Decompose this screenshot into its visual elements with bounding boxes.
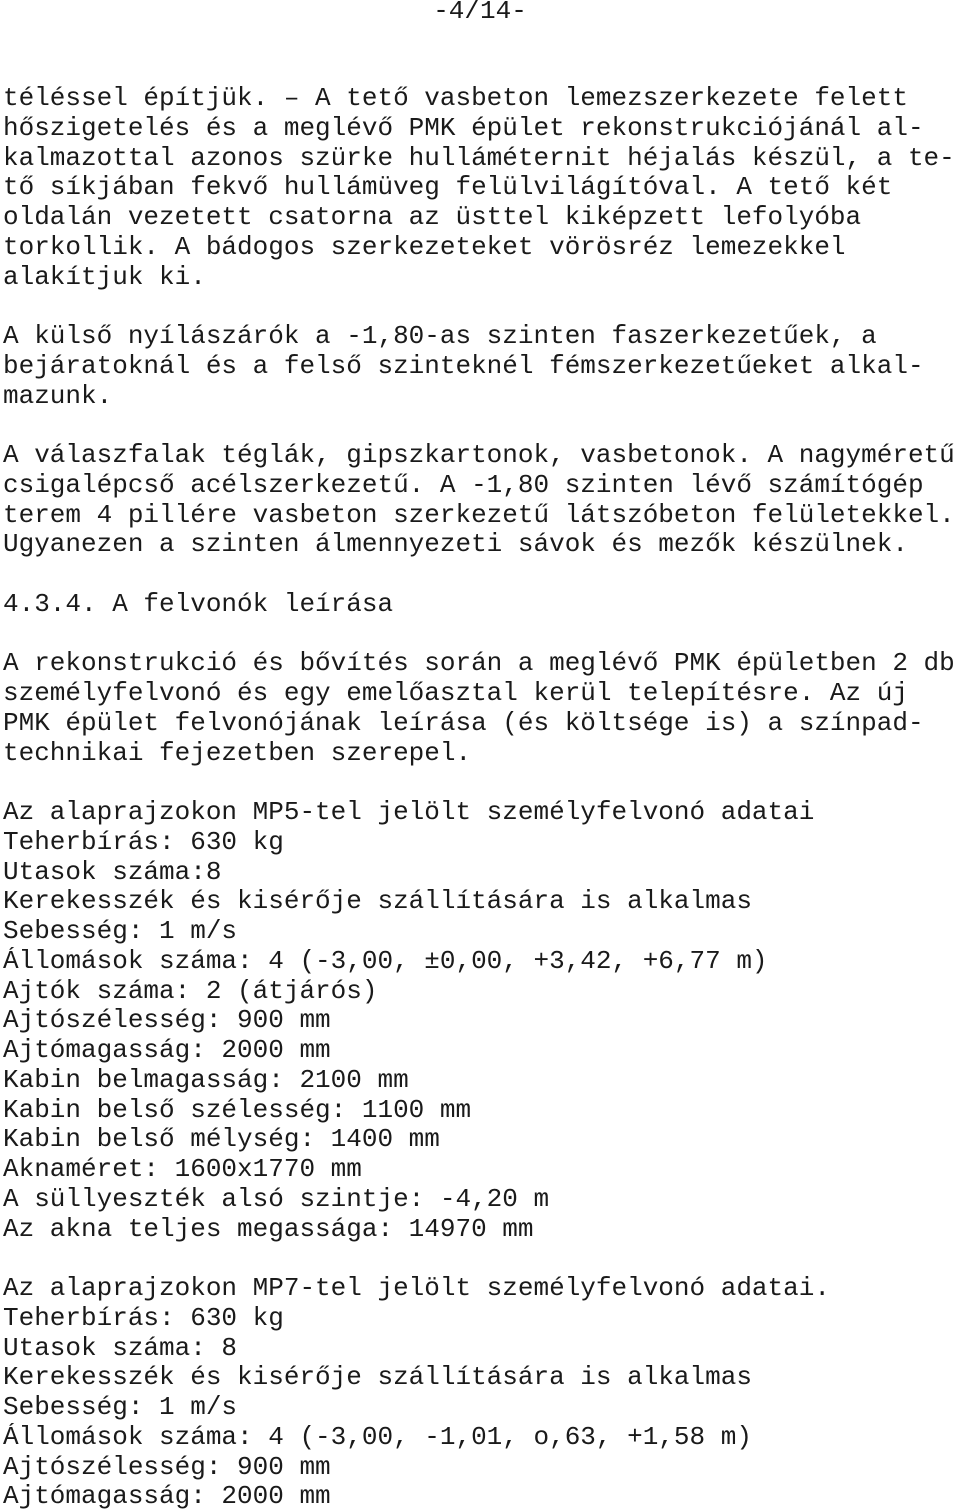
spec-line: Teherbírás: 630 kg xyxy=(3,827,284,857)
lifts-intro-paragraph xyxy=(3,649,960,768)
paragraph-gap xyxy=(3,1244,960,1274)
spec-line: Aknaméret: 1600x1770 mm xyxy=(3,1155,362,1184)
spec-line: Állomások száma: 4 (-3,00, -1,01, o,63, +1,58 m) xyxy=(3,1422,752,1452)
spec-line: Utasok száma:8 xyxy=(3,857,222,887)
text-line: A válaszfalak téglák, gipszkartonok, vasbetonok. A nagyméretű xyxy=(3,441,955,470)
text-line: téléssel építjük. – A tető vasbeton lemezszerkezete felett xyxy=(3,84,908,113)
spec-line: Teherbírás: 630 kg xyxy=(3,1303,284,1333)
spec-line: Utasok száma: 8 xyxy=(3,1333,238,1363)
spec-line: Ajtószélesség: 900 mm xyxy=(3,1006,331,1036)
text-line: torkollik. A bádogos szerkezeteket vörösréz lemezekkel xyxy=(3,232,846,262)
spec-line: Az alaprajzokon MP7-tel jelölt személyfelvonó adatai. xyxy=(3,1274,830,1303)
paragraph-gap xyxy=(3,560,960,590)
text-line: csigalépcső acélszerkezetű. A -1,80 szinten lévő számítógép xyxy=(3,470,924,500)
document-body xyxy=(3,84,960,1512)
paragraph-gap xyxy=(3,620,960,650)
text-line: bejáratoknál és a felső szinteknél fémszerkezetűeket alkal- xyxy=(3,351,924,381)
paragraph-gap xyxy=(3,292,960,322)
section-heading: 4.3.4. A felvonók leírása xyxy=(3,589,394,619)
text-line: alakítjuk ki. xyxy=(3,262,206,292)
mp7-lift-specs xyxy=(3,1274,960,1512)
spec-line: Ajtók száma: 2 (átjárós) xyxy=(3,976,378,1006)
spec-line: A süllyeszték alsó szintje: -4,20 m xyxy=(3,1184,550,1214)
text-line: tő síkjában fekvő hullámüveg felülvilágítóval. A tető két xyxy=(3,173,893,203)
spec-line: Sebesség: 1 m/s xyxy=(3,917,238,946)
text-line: A külső nyílászárók a -1,80-as szinten faszerkezetűek, a xyxy=(3,322,877,351)
spec-line: Kerekesszék és kisérője szállítására is alkalmas xyxy=(3,887,752,917)
text-line: kalmazottal azonos szürke hulláméternit héjalás készül, a te- xyxy=(3,143,955,173)
mp5-lift-specs xyxy=(3,798,960,1244)
spec-line: Kabin belmagasság: 2100 mm xyxy=(3,1065,409,1095)
spec-line: Ajtószélesség: 900 mm xyxy=(3,1452,331,1482)
text-line: PMK épület felvonójának leírása (és költsége is) a színpad- xyxy=(3,708,924,738)
spec-line: Az alaprajzokon MP5-tel jelölt személyfelvonó adatai xyxy=(3,798,815,827)
text-line: oldalán vezetett csatorna az üsttel kiképzett lefolyóba xyxy=(3,203,862,232)
text-line: személyfelvonó és egy emelőasztal kerül telepítésre. Az új xyxy=(3,679,908,708)
roof-paragraph xyxy=(3,84,960,292)
spec-line: Kabin belső szélesség: 1100 mm xyxy=(3,1095,472,1125)
text-line: A rekonstrukció és bővítés során a meglévő PMK épületben 2 db xyxy=(3,649,955,679)
spec-line: Kerekesszék és kisérője szállítására is alkalmas xyxy=(3,1363,752,1393)
paragraph-gap xyxy=(3,411,960,441)
spec-line: Sebesség: 1 m/s xyxy=(3,1393,238,1422)
page-number: -4/14- xyxy=(433,0,527,26)
spec-line: Ajtómagasság: 2000 mm xyxy=(3,1482,331,1512)
spec-line: Az akna teljes megassága: 14970 mm xyxy=(3,1214,534,1244)
windows-paragraph xyxy=(3,322,960,411)
text-line: Ugyanezen a szinten álmennyezeti sávok és mezők készülnek. xyxy=(3,530,908,560)
text-line: technikai fejezetben szerepel. xyxy=(3,738,472,768)
text-line: hőszigetelés és a meglévő PMK épület rekonstrukciójánál al- xyxy=(3,113,924,143)
spec-line: Állomások száma: 4 (-3,00, ±0,00, +3,42, +6,77 m) xyxy=(3,946,768,976)
partition-paragraph xyxy=(3,441,960,560)
text-line: terem 4 pillére vasbeton szerkezetű látszóbeton felületekkel. xyxy=(3,500,955,530)
spec-line: Ajtómagasság: 2000 mm xyxy=(3,1036,331,1065)
paragraph-gap xyxy=(3,768,960,798)
spec-line: Kabin belső mélység: 1400 mm xyxy=(3,1125,440,1155)
text-line: mazunk. xyxy=(3,381,113,411)
